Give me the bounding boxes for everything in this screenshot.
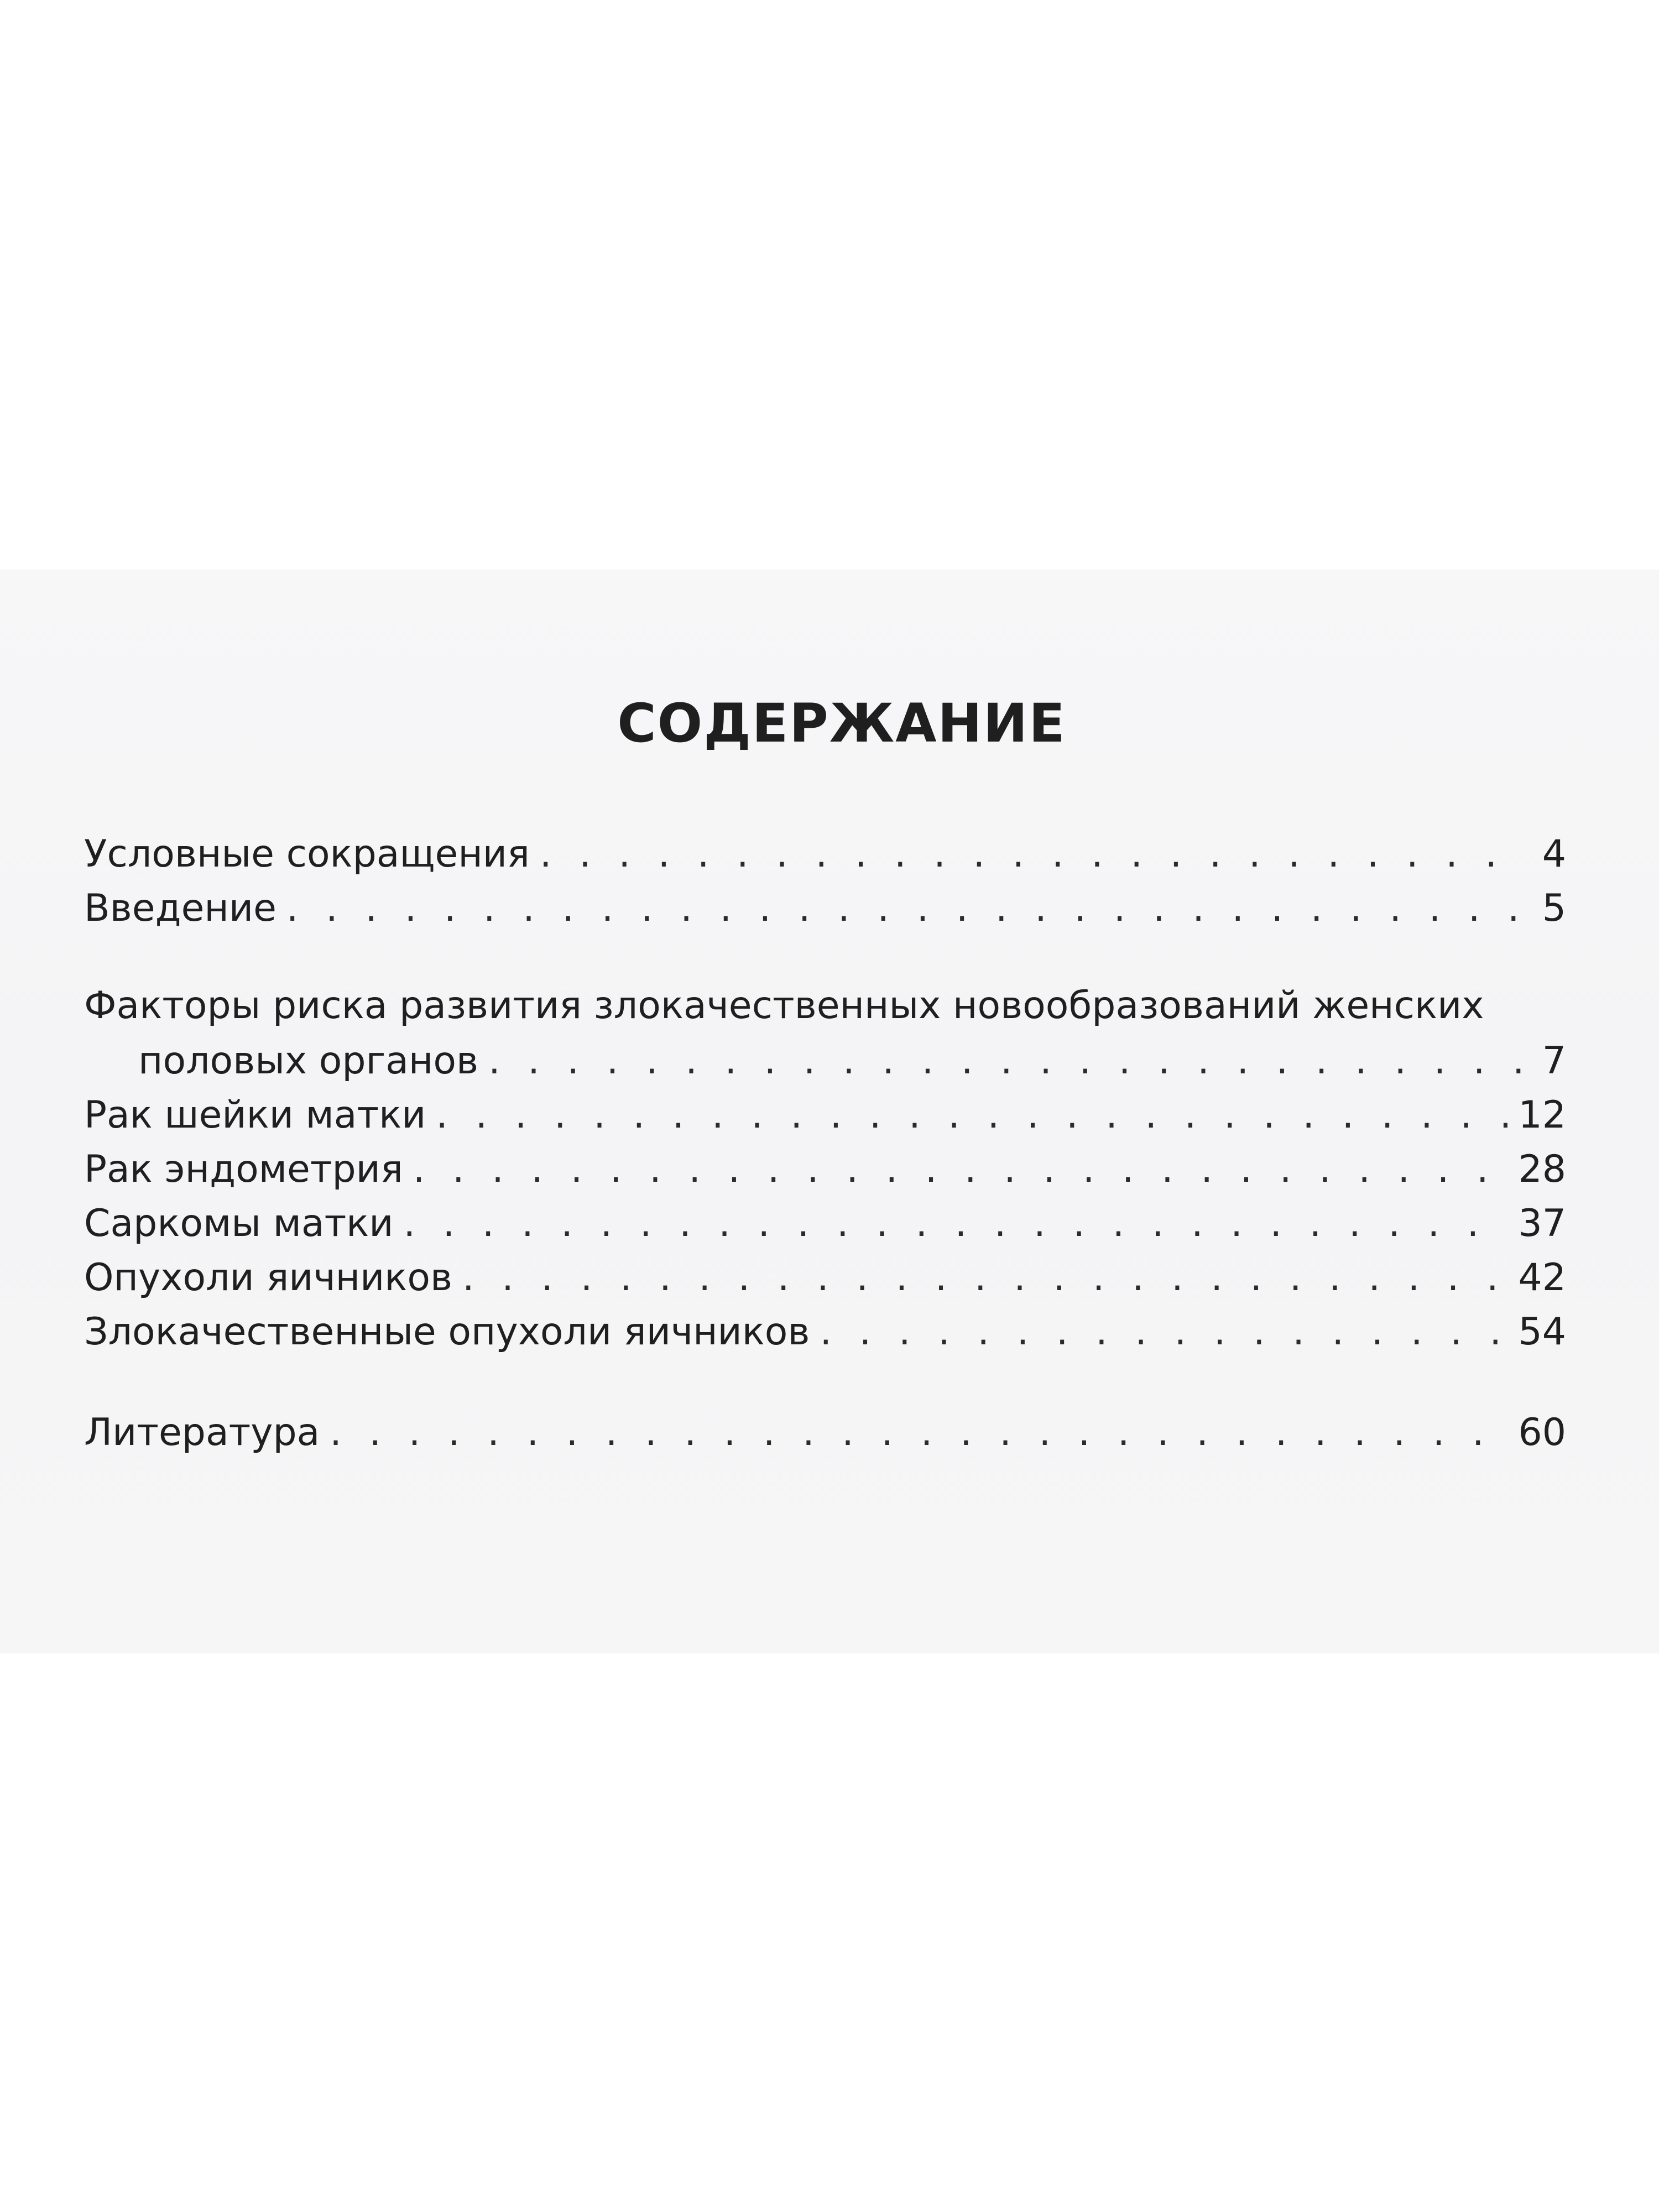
toc-entry-uterine-sarcomas[interactable]	[84, 1202, 1566, 1259]
toc-entry-label: Введение	[84, 886, 276, 930]
dot-leader	[286, 890, 1523, 927]
toc-entry-page: 28	[1518, 1147, 1566, 1191]
toc-entry-page: 60	[1518, 1411, 1566, 1454]
toc-entry-risk-factors[interactable]	[84, 1039, 1566, 1097]
dot-leader	[462, 1259, 1508, 1297]
toc-entry-label: Опухоли яичников	[84, 1256, 453, 1300]
toc-entry-literature[interactable]	[84, 1411, 1566, 1468]
toc-entry-page: 12	[1518, 1093, 1566, 1137]
dot-leader	[488, 1042, 1523, 1080]
dot-leader	[330, 1414, 1508, 1452]
toc-entry-label: Злокачественные опухоли яичников	[84, 1310, 810, 1354]
toc-entry-label: половых органов	[138, 1039, 479, 1083]
toc-entry-label: Условные сокращения	[84, 832, 530, 876]
table-of-contents	[84, 692, 1566, 1468]
dot-leader	[540, 836, 1523, 873]
toc-entry-ovarian-tumors[interactable]	[84, 1256, 1566, 1313]
toc-entry-label: Рак шейки матки	[84, 1093, 426, 1137]
toc-entry-abbreviations[interactable]	[84, 832, 1566, 890]
dot-leader	[413, 1151, 1509, 1188]
toc-entry-malignant-ovarian-tumors[interactable]	[84, 1310, 1566, 1368]
toc-entry-risk-factors-line1[interactable]: Факторы риска развития злокачественных новообразований женских	[84, 984, 1484, 1027]
toc-entry-label: Литература	[84, 1411, 320, 1454]
dot-leader	[820, 1313, 1509, 1351]
toc-entry-page: 54	[1518, 1310, 1566, 1354]
toc-entry-page: 7	[1542, 1039, 1566, 1083]
toc-entry-page: 4	[1542, 832, 1566, 876]
toc-entry-page: 5	[1542, 886, 1566, 930]
toc-entry-introduction[interactable]	[84, 886, 1566, 944]
toc-entry-page: 37	[1518, 1202, 1566, 1245]
dot-leader	[403, 1205, 1508, 1243]
dot-leader	[436, 1097, 1508, 1134]
toc-title: СОДЕРЖАНИЕ	[617, 692, 1066, 754]
toc-entry-cervical-cancer[interactable]	[84, 1093, 1566, 1151]
toc-entry-endometrial-cancer[interactable]	[84, 1147, 1566, 1205]
toc-entry-label: Саркомы матки	[84, 1202, 394, 1245]
toc-entry-label: Рак эндометрия	[84, 1147, 403, 1191]
toc-entry-page: 42	[1518, 1256, 1566, 1300]
